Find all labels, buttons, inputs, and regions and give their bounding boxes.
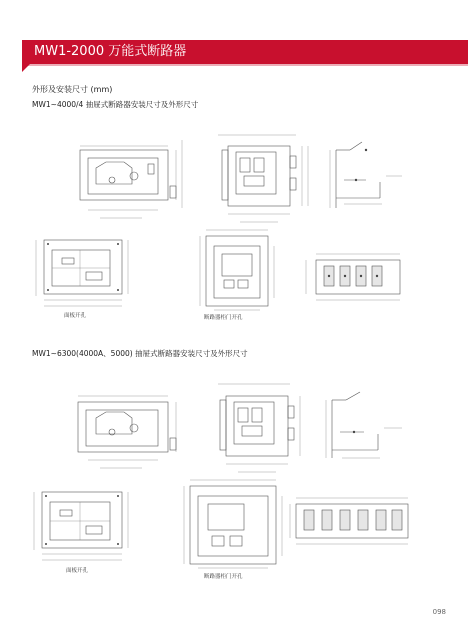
drawing-1-front-view: [80, 140, 182, 218]
drawing-1-door-cutout: [200, 230, 274, 310]
drawing-2-side-view: [218, 384, 300, 472]
sub2-panel-caption: 面板开孔: [66, 568, 89, 574]
sub1-panel-caption: 面板开孔: [64, 313, 87, 319]
sub1-title: MW1~4000/4 抽屉式断路器安装尺寸及外形尺寸: [32, 100, 199, 109]
drawing-2-terminal-layout: [290, 498, 408, 544]
sub2-title: MW1~6300(4000A、5000) 抽屉式断路器安装尺寸及外形尺寸: [32, 349, 248, 358]
drawing-1-terminal-layout: [306, 254, 400, 300]
drawing-1-side-view: [218, 135, 308, 222]
page-number: 098: [432, 608, 446, 616]
drawing-1-panel-cutout: [36, 240, 128, 306]
sub2-door-caption: 断路器柜门开孔: [204, 574, 243, 580]
drawing-2-front-view: [78, 396, 176, 468]
page-title: MW1-2000 万能式断路器: [34, 44, 187, 59]
drawing-2-door-cutout: [184, 480, 282, 568]
section-title: 外形及安装尺寸 (mm): [32, 85, 113, 94]
drawing-2-panel-cutout: [34, 492, 128, 560]
drawing-1-mount-detail: [330, 142, 402, 208]
sub1-door-caption: 断路器柜门开孔: [204, 315, 243, 321]
drawing-2-mount-detail: [326, 392, 402, 458]
